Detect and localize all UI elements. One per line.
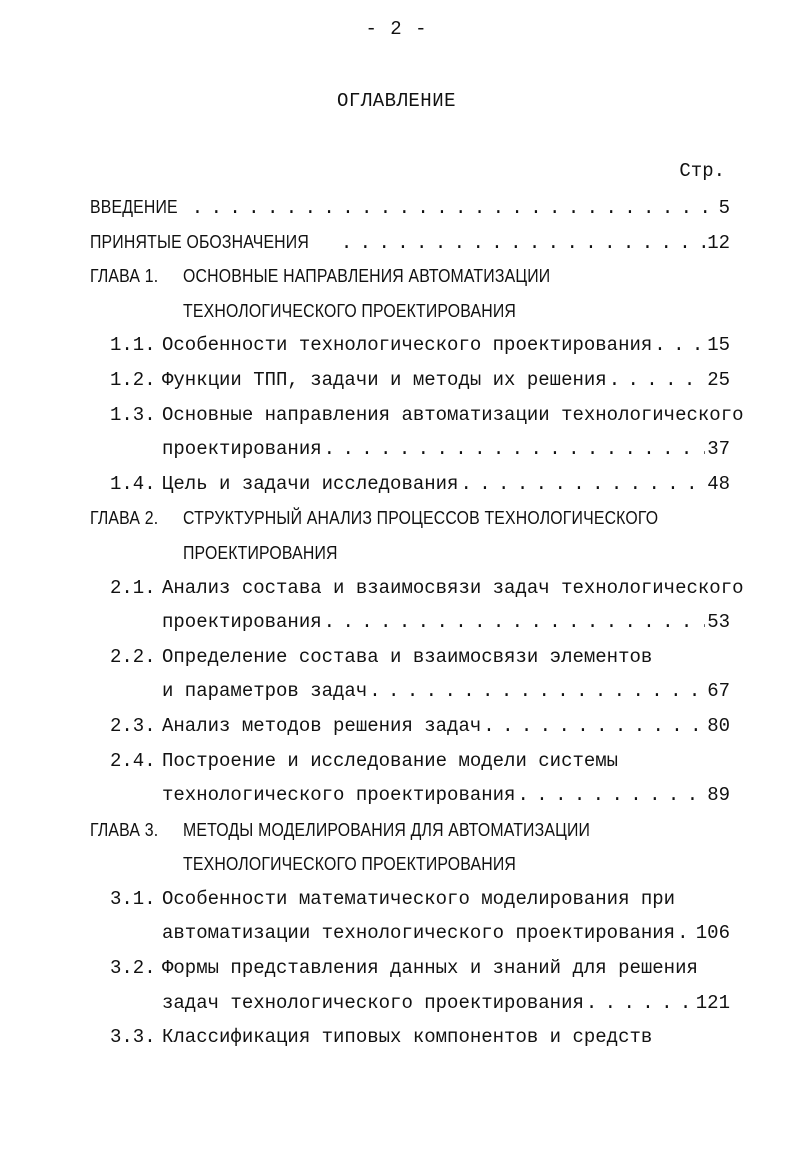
entry-page: 80: [707, 714, 730, 737]
leader-dots: [369, 674, 705, 709]
entry-label-line1: Особенности математического моделирования при: [162, 887, 676, 910]
entry-number: 1.3.: [110, 403, 156, 426]
chapter-title: ОСНОВНЫЕ НАПРАВЛЕНИЯ АВТОМАТИЗАЦИИ: [183, 266, 551, 287]
entry-label-line1: Формы представления данных и знаний для решения: [162, 957, 698, 980]
toc-entry[interactable]: [90, 467, 730, 502]
toc-entry[interactable]: [90, 744, 730, 779]
entry-page: 48: [707, 472, 730, 495]
entry-label: автоматизации технологического проектирования: [162, 922, 676, 945]
entry-label: проектирования: [162, 611, 322, 634]
chapter-title-line2: ТЕХНОЛОГИЧЕСКОГО ПРОЕКТИРОВАНИЯ: [183, 854, 517, 875]
entry-number: 3.2.: [110, 957, 156, 980]
leader-dots: [517, 778, 705, 813]
chapter-number: ГЛАВА 3.: [90, 819, 159, 840]
entry-label: технологического проектирования: [162, 784, 516, 807]
entry-label: ПРИНЯТЫЕ ОБОЗНАЧЕНИЯ: [90, 231, 309, 252]
entry-number: 3.3.: [110, 1026, 156, 1049]
chapter-title: СТРУКТУРНЫЙ АНАЛИЗ ПРОЦЕССОВ ТЕХНОЛОГИЧЕСКОГО: [183, 508, 659, 529]
toc-entry-continued: [90, 605, 730, 640]
entry-page: 5: [718, 197, 730, 219]
entry-number: 3.1.: [110, 887, 156, 910]
chapter-heading[interactable]: [90, 501, 730, 536]
chapter-title: МЕТОДЫ МОДЕЛИРОВАНИЯ ДЛЯ АВТОМАТИЗАЦИИ: [183, 819, 591, 840]
entry-label-line1: Анализ состава и взаимосвязи задач технологического: [162, 576, 744, 599]
toc-entry[interactable]: [90, 398, 744, 433]
entry-label-line1: Построение и исследование модели системы: [162, 749, 619, 772]
toc-entry[interactable]: [90, 951, 730, 986]
table-of-contents: [90, 190, 744, 1055]
chapter-heading-continued: [90, 847, 730, 882]
chapter-title-line2: ПРОЕКТИРОВАНИЯ: [183, 542, 338, 563]
toc-entry[interactable]: [90, 882, 730, 917]
entry-number: 1.2.: [110, 368, 156, 391]
leader-dots: [654, 328, 705, 363]
entry-label: Особенности технологического проектирования: [162, 334, 653, 357]
entry-number: 2.1.: [110, 576, 156, 599]
entry-page: 106: [695, 922, 730, 945]
entry-number: 1.1.: [110, 334, 156, 357]
entry-label: проектирования: [162, 438, 322, 461]
toc-entry[interactable]: [90, 571, 744, 606]
leader-dots: [483, 709, 705, 744]
entry-number: 1.4.: [110, 472, 156, 495]
entry-page: 12: [707, 231, 730, 254]
chapter-number: ГЛАВА 2.: [90, 508, 159, 529]
entry-label: Функции ТПП, задачи и методы их решения: [162, 368, 607, 391]
entry-number: 2.2.: [110, 645, 156, 668]
leader-dots: [324, 605, 706, 640]
entry-page: 25: [707, 368, 730, 391]
entry-page: 37: [707, 438, 730, 461]
leader-dots: [324, 432, 706, 467]
toc-entry[interactable]: [90, 640, 730, 675]
chapter-heading[interactable]: [90, 813, 730, 848]
toc-entry[interactable]: [90, 363, 730, 398]
leader-dots: [677, 916, 694, 951]
entry-label-line1: Основные направления автоматизации технологического: [162, 403, 744, 426]
toc-entry[interactable]: [90, 328, 730, 363]
entry-page: 89: [707, 784, 730, 807]
entry-page: 53: [707, 611, 730, 634]
entry-page: 121: [695, 991, 730, 1014]
entry-number: 2.4.: [110, 749, 156, 772]
toc-entry-continued: [90, 778, 730, 813]
leader-dots: [341, 226, 705, 261]
entry-label-line1: Классификация типовых компонентов и средств: [162, 1026, 653, 1049]
toc-title: ОГЛАВЛЕНИЕ: [336, 90, 457, 112]
entry-label: Цель и задачи исследования: [162, 472, 459, 495]
entry-label: задач технологического проектирования: [162, 991, 584, 1014]
toc-entry-continued: [90, 916, 730, 951]
entry-label: Анализ методов решения задач: [162, 714, 482, 737]
toc-entry-continued: [90, 432, 730, 467]
leader-dots: [586, 986, 694, 1021]
leader-dots: [460, 467, 705, 502]
entry-label: ВВЕДЕНИЕ: [90, 197, 178, 217]
toc-entry-continued: [90, 674, 730, 709]
toc-entry[interactable]: [90, 709, 730, 744]
entry-page: 67: [707, 680, 730, 703]
toc-entry[interactable]: [90, 190, 730, 225]
chapter-title-line2: ТЕХНОЛОГИЧЕСКОГО ПРОЕКТИРОВАНИЯ: [183, 300, 517, 321]
toc-entry[interactable]: [90, 225, 730, 260]
chapter-heading-continued: [90, 294, 730, 329]
chapter-number: ГЛАВА 1.: [90, 266, 159, 287]
toc-entry-continued: [90, 986, 730, 1021]
page-number: - 2 -: [365, 18, 428, 40]
page-column-label: Стр.: [679, 160, 725, 182]
chapter-heading[interactable]: [90, 259, 730, 294]
leader-dots: [192, 191, 717, 226]
entry-number: 2.3.: [110, 714, 156, 737]
toc-entry[interactable]: [90, 1020, 730, 1055]
entry-page: 15: [707, 334, 730, 357]
chapter-heading-continued: [90, 536, 730, 571]
entry-label-line1: Определение состава и взаимосвязи элементов: [162, 645, 653, 668]
entry-label: и параметров задач: [162, 680, 368, 703]
leader-dots: [609, 363, 706, 398]
